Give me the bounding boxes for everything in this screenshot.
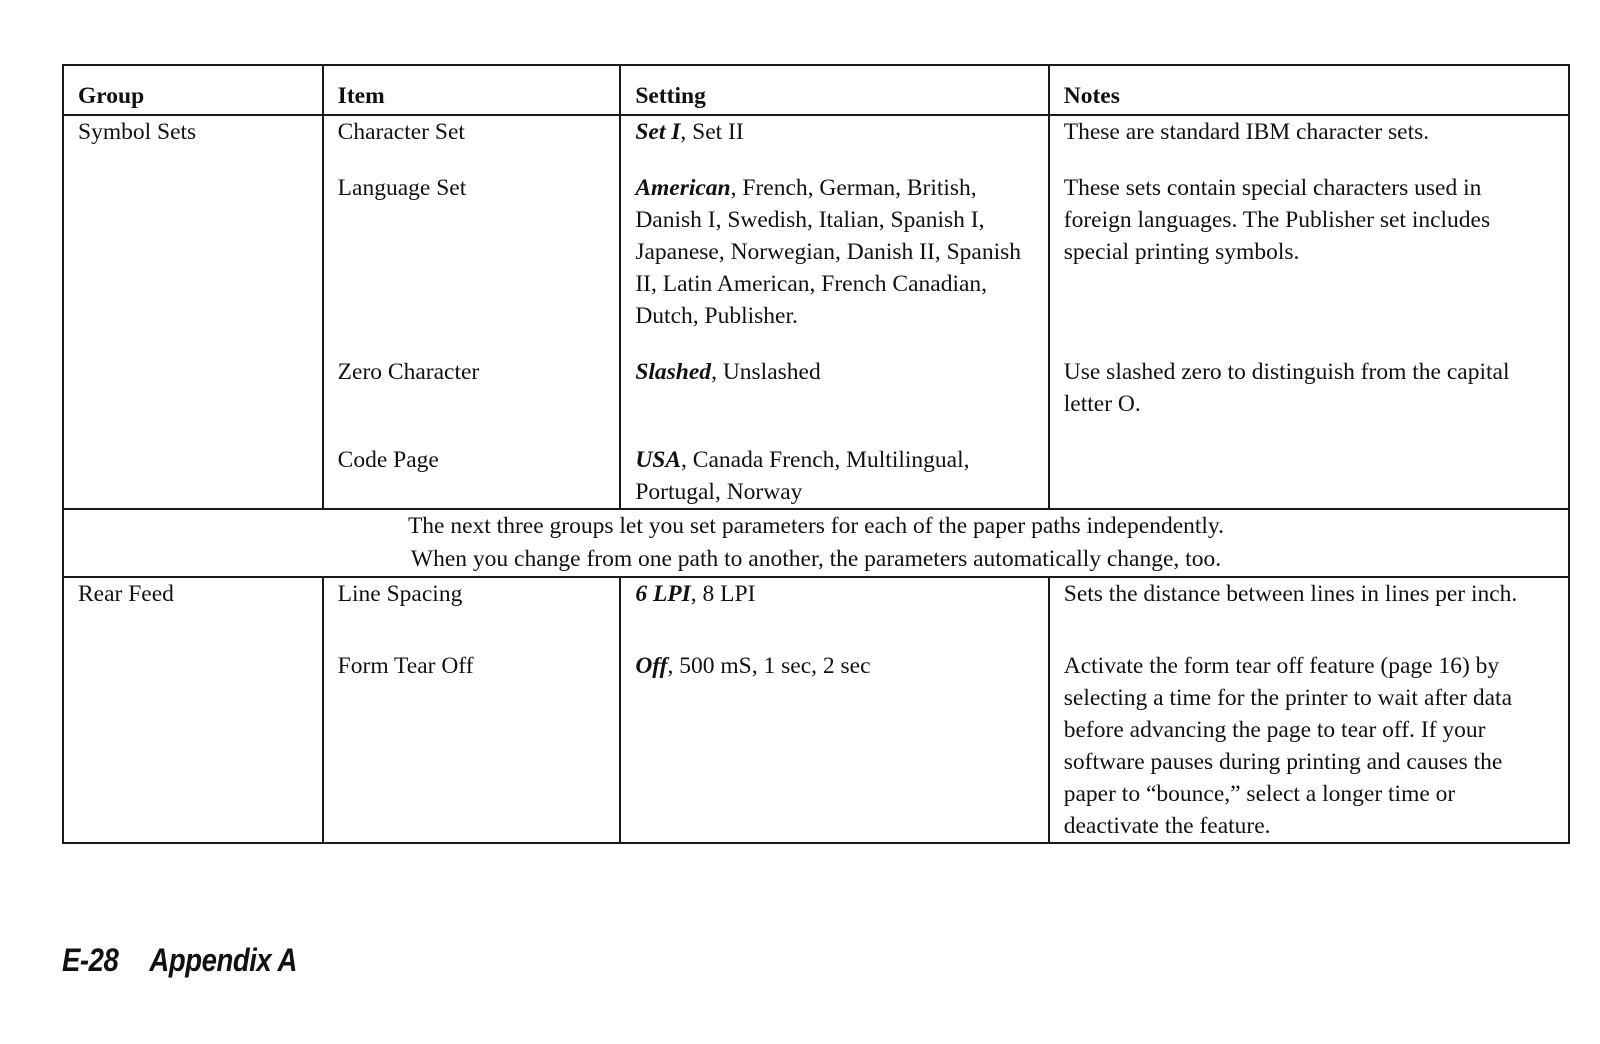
item-column-rear-feed bbox=[323, 577, 621, 843]
item-language-set: Language Set bbox=[337, 175, 467, 201]
other-values: , Unslashed bbox=[711, 359, 821, 385]
default-value: 6 LPI bbox=[635, 581, 691, 607]
setting-column-rear-feed bbox=[620, 577, 1048, 843]
table-row-rear-feed bbox=[63, 577, 1569, 843]
paper-path-note-line-2: When you change from one path to another, the parameters automatically change, too. bbox=[410, 546, 1222, 572]
group-rear-feed: Rear Feed bbox=[63, 577, 323, 843]
default-value: American bbox=[635, 175, 731, 201]
page-number: E-28 bbox=[62, 942, 119, 978]
paper-path-note-line-1: The next three groups let you set parameters for each of the paper paths independently. bbox=[407, 513, 1225, 539]
other-values: , French, German, British, Danish I, Swedish, Italian, Spanish I, Japanese, Norwegian, Danish II, Spanish II, Latin American, French Canadian, Dutch, Publisher. bbox=[635, 175, 1022, 329]
other-values: , 8 LPI bbox=[690, 581, 756, 607]
header-item: Item bbox=[323, 65, 621, 115]
other-values: , Set II bbox=[680, 119, 744, 145]
default-value: Off bbox=[635, 653, 668, 679]
default-value: Slashed bbox=[635, 359, 712, 385]
header-group: Group bbox=[63, 65, 323, 115]
settings-table bbox=[62, 64, 1570, 844]
item-form-tear-off: Form Tear Off bbox=[337, 653, 474, 679]
notes-language-set: These sets contain special characters used in foreign languages. The Publisher set includes special printing symbols. bbox=[1063, 175, 1491, 265]
header-notes: Notes bbox=[1049, 65, 1569, 115]
other-values: , Canada French, Multilingual, Portugal, Norway bbox=[635, 447, 970, 505]
notes-column-rear-feed bbox=[1049, 577, 1569, 843]
setting-line-spacing bbox=[635, 578, 1033, 642]
page-footer bbox=[62, 942, 297, 979]
setting-language-set bbox=[635, 172, 1033, 332]
setting-column-symbol-sets bbox=[620, 115, 1048, 509]
notes-code-page bbox=[1064, 444, 1554, 508]
header-setting: Setting bbox=[620, 65, 1048, 115]
default-value: USA bbox=[635, 447, 682, 473]
default-value: Set I bbox=[635, 119, 681, 145]
other-values: , 500 mS, 1 sec, 2 sec bbox=[667, 653, 871, 679]
table-row-symbol-sets bbox=[63, 115, 1569, 509]
item-code-page: Code Page bbox=[337, 447, 439, 473]
setting-character-set bbox=[635, 116, 1033, 148]
notes-line-spacing: Sets the distance between lines in lines per inch. bbox=[1063, 581, 1518, 607]
setting-code-page bbox=[635, 444, 1033, 508]
paper-path-note bbox=[63, 509, 1569, 577]
item-line-spacing: Line Spacing bbox=[337, 581, 463, 607]
group-symbol-sets: Symbol Sets bbox=[63, 115, 323, 509]
item-zero-character: Zero Character bbox=[337, 359, 480, 385]
notes-column-symbol-sets bbox=[1049, 115, 1569, 509]
setting-zero-character bbox=[635, 356, 1033, 420]
setting-form-tear-off bbox=[635, 650, 1033, 842]
notes-zero-character: Use slashed zero to distinguish from the capital letter O. bbox=[1063, 359, 1510, 417]
section-title: Appendix A bbox=[149, 942, 297, 978]
notes-form-tear-off: Activate the form tear off feature (page 16) by selecting a time for the printer to wait after data before advancing the page to tear off. If your software pauses during printing and causes the paper to “bounce,” select a longer time or deactivate the feature. bbox=[1063, 653, 1513, 839]
item-character-set: Character Set bbox=[337, 119, 465, 145]
table-header-row bbox=[63, 65, 1569, 115]
notes-character-set: These are standard IBM character sets. bbox=[1063, 119, 1430, 145]
item-column-symbol-sets bbox=[323, 115, 621, 509]
table-row-paper-path-note bbox=[63, 509, 1569, 577]
